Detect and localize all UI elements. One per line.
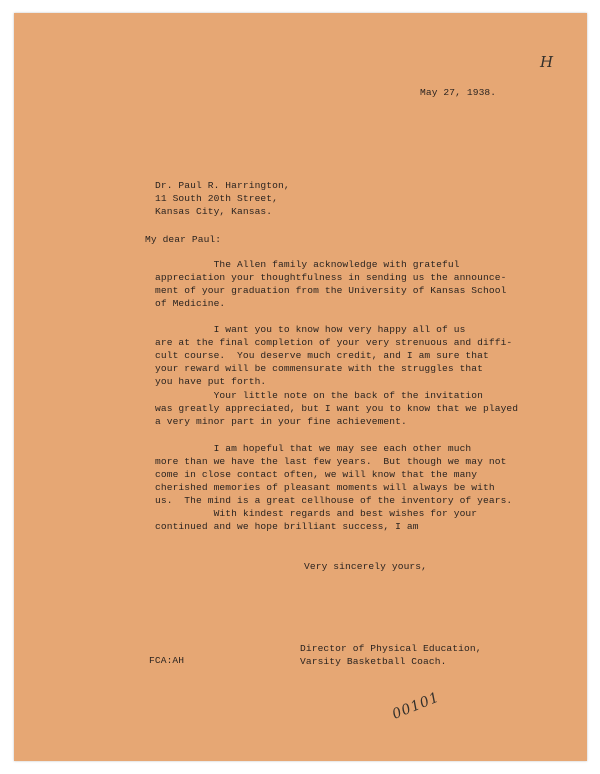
closing: Very sincerely yours,: [304, 561, 428, 572]
handwritten-page-number: 00101: [390, 689, 442, 723]
body-line: The Allen family acknowledge with grateful: [155, 259, 460, 270]
body-line: I am hopeful that we may see each other much: [155, 443, 472, 454]
body-line: I want you to know how very happy all of us: [155, 324, 466, 335]
body-line: you have put forth.: [155, 376, 267, 387]
body-line: cult course. You deserve much credit, and I am sure that: [155, 350, 489, 361]
body-line: cherished memories of pleasant moments will always be with: [155, 482, 495, 493]
body-line: continued and we hope brilliant success, I am: [155, 521, 419, 532]
body-line: With kindest regards and best wishes for your: [155, 508, 478, 519]
letter-page: [14, 13, 587, 761]
body-line: of Medicine.: [155, 298, 226, 309]
body-line: more than we have the last few years. But though we may not: [155, 456, 507, 467]
body-line: come in close contact often, we will know that the many: [155, 469, 478, 480]
typist-initials: FCA:AH: [149, 655, 185, 666]
salutation: My dear Paul:: [145, 234, 222, 245]
signature-title-line: Varsity Basketball Coach.: [300, 656, 447, 667]
body-line: was greatly appreciated, but I want you to know that we played: [155, 403, 519, 414]
body-line: appreciation your thoughtfulness in sending us the announce-: [155, 272, 507, 283]
body-line: are at the final completion of your very strenuous and diffi-: [155, 337, 513, 348]
body-line: Your little note on the back of the invitation: [155, 390, 484, 401]
body-line: your reward will be commensurate with the struggles that: [155, 363, 484, 374]
corner-handwritten-mark: H: [540, 53, 554, 71]
body-line: ment of your graduation from the University of Kansas School: [155, 285, 507, 296]
signature-title-line: Director of Physical Education,: [300, 643, 482, 654]
body-line: a very minor part in your fine achievement.: [155, 416, 407, 427]
recipient-line: Kansas City, Kansas.: [155, 206, 273, 217]
recipient-line: Dr. Paul R. Harrington,: [155, 180, 290, 191]
letter-date: May 27, 1938.: [420, 87, 497, 98]
recipient-line: 11 South 20th Street,: [155, 193, 279, 204]
body-line: us. The mind is a great cellhouse of the inventory of years.: [155, 495, 513, 506]
